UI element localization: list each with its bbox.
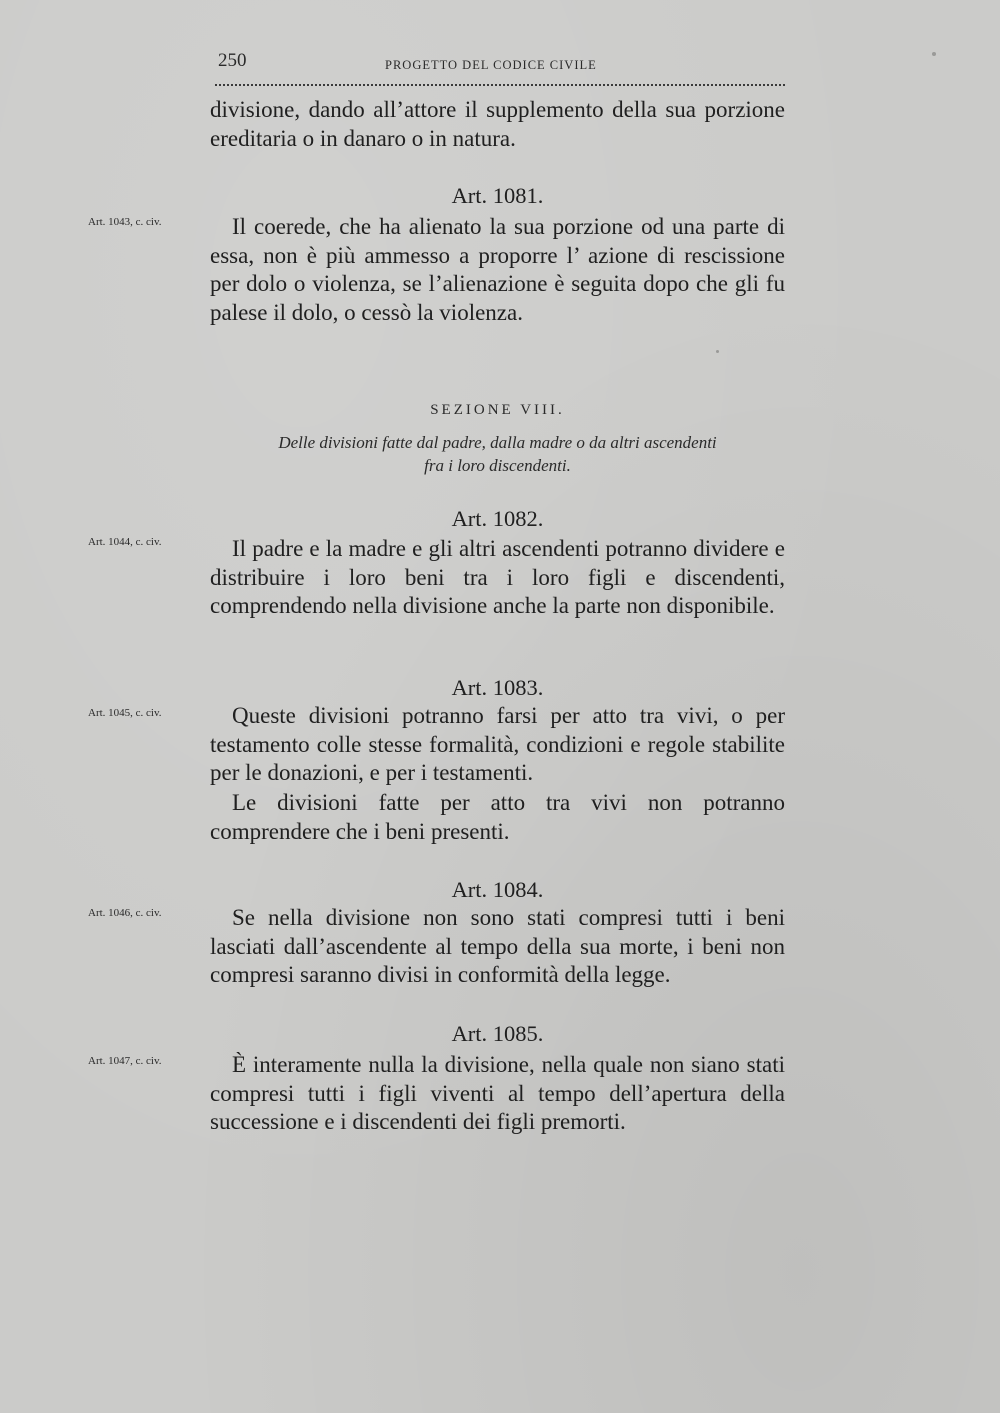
article-heading-1081: Art. 1081. (451, 183, 544, 208)
paper-speck (716, 350, 719, 353)
running-title: PROGETTO DEL CODICE CIVILE (385, 58, 597, 72)
article-text-1082: Il padre e la madre e gli altri ascendenti potranno dividere e distribuire i loro beni tra i loro figli e discendenti, comprendendo nella divisione anche la parte non disponibile. (210, 536, 785, 618)
article-heading-1085: Art. 1085. (451, 1021, 544, 1046)
section-subtitle-line-1: Delle divisioni fatte dal padre, dalla madre o da altri ascendenti (278, 433, 717, 452)
article-text-1083-paragraph-1: Queste divisioni potranno farsi per atto tra vivi, o per testamento colle stesse formalità, condizioni e regole stabilite per le donazioni, e per i testamenti. (210, 703, 785, 785)
page-number: 250 (218, 50, 247, 71)
running-header (215, 50, 785, 86)
paper-speck (932, 52, 936, 56)
article-text-1083-paragraph-2: Le divisioni fatte per atto tra vivi non potranno comprendere che i beni presenti. (210, 790, 785, 844)
margin-reference-1085: Art. 1047, c. civ. (88, 1055, 162, 1067)
margin-reference-1083: Art. 1045, c. civ. (88, 707, 162, 719)
continuation-paragraph: divisione, dando all’attore il supplemento della sua porzione ereditaria o in danaro o in natura. (210, 97, 785, 151)
article-heading-1083: Art. 1083. (451, 675, 544, 700)
article-heading-1084: Art. 1084. (451, 877, 544, 902)
margin-reference-1082: Art. 1044, c. civ. (88, 536, 162, 548)
article-text-1084: Se nella divisione non sono stati compresi tutti i beni lasciati dall’ascendente al tempo della sua morte, i beni non compresi saranno divisi in conformità della legge. (210, 905, 785, 987)
margin-reference-1081: Art. 1043, c. civ. (88, 216, 162, 228)
section-subtitle-line-2: fra i loro discendenti. (424, 456, 571, 475)
article-heading-1082: Art. 1082. (451, 506, 544, 531)
margin-reference-1084: Art. 1046, c. civ. (88, 907, 162, 919)
article-text-1081: Il coerede, che ha alienato la sua porzione od una parte di essa, non è più ammesso a proporre l’ azione di rescissione per dolo o violenza, se l’alienazione è seguita dopo che gli fu palese il dolo, o cessò la violenza. (210, 214, 785, 325)
article-text-1085: È interamente nulla la divisione, nella quale non siano stati compresi tutti i figli viventi al tempo dell’apertura della successione e i discendenti dei figli premorti. (210, 1052, 785, 1134)
section-title: SEZIONE VIII. (430, 402, 565, 418)
